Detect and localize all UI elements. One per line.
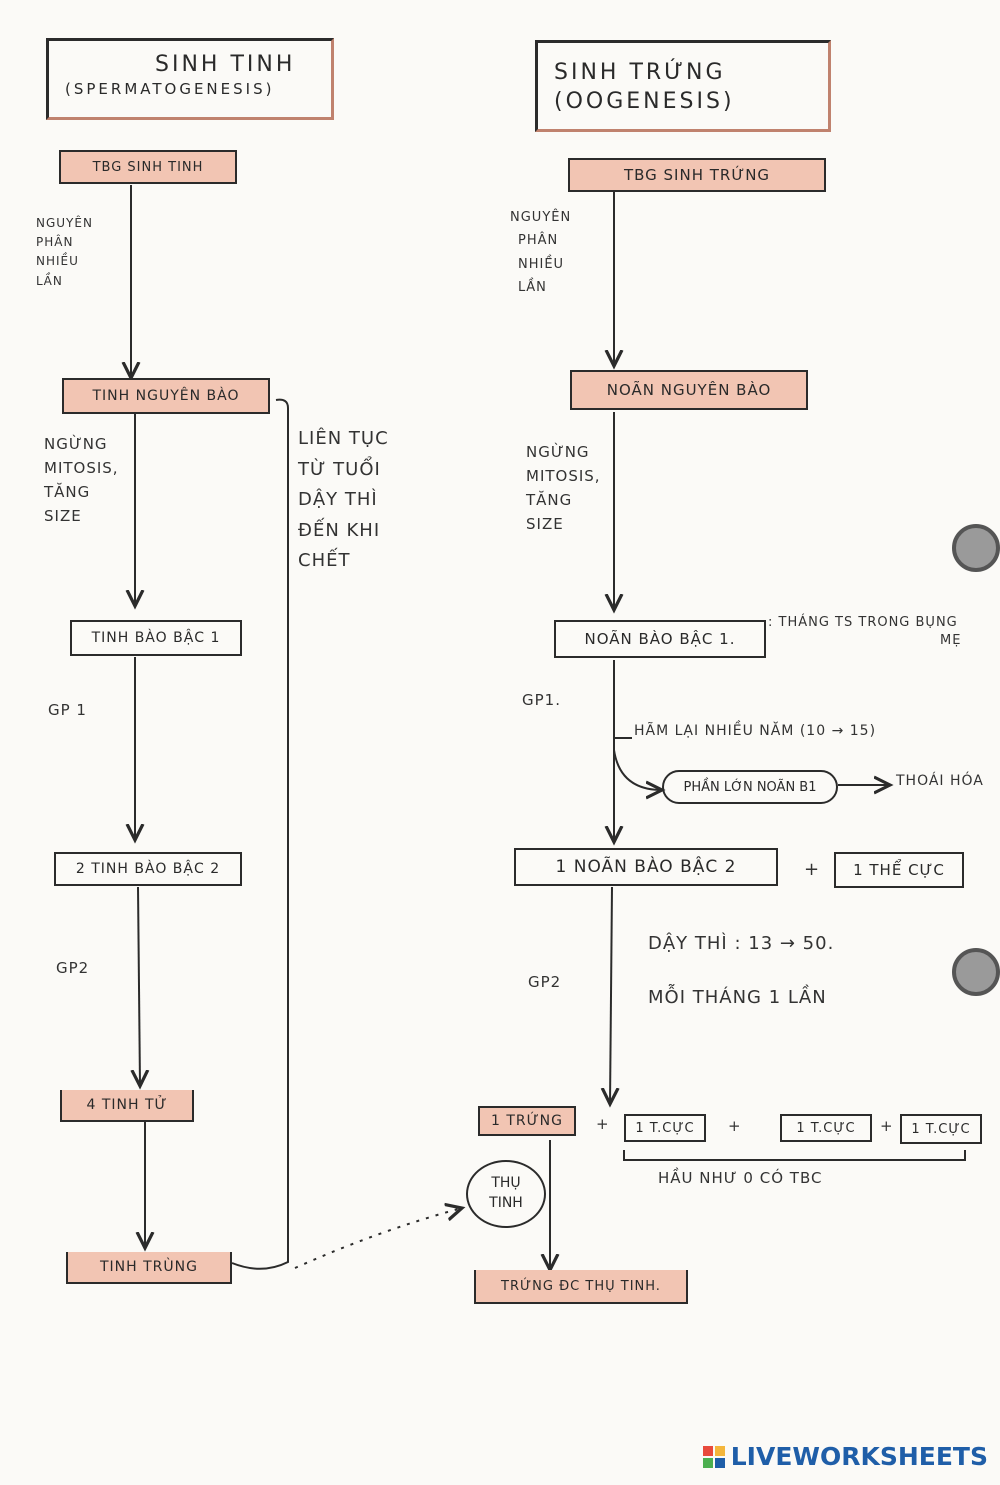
- left-title-main: SINH TINH: [155, 52, 296, 77]
- arrow-right-4: [610, 887, 612, 1104]
- right-title-sub: (OOGENESIS): [554, 88, 735, 114]
- right-polar-body-a: 1 T.CỰC: [624, 1114, 706, 1142]
- note-line: SIZE: [526, 515, 564, 533]
- left-stage-sperm: TINH TRÙNG: [66, 1252, 232, 1284]
- left-stage-secondary-spermatocyte: 2 TINH BÀO BẬC 2: [54, 852, 242, 886]
- right-degenerate-result: THOÁI HÓA: [896, 773, 984, 789]
- note-line: LIÊN TỤC: [298, 428, 389, 449]
- right-degenerate-oval: PHẦN LỚN NOÃN B1: [662, 770, 838, 804]
- right-stage-tbg: TBG SINH TRỨNG: [568, 158, 826, 192]
- note-line: MẸ: [940, 633, 962, 649]
- polar-brace: [624, 1150, 965, 1160]
- left-note-gp1: GP 1: [48, 701, 87, 719]
- note-line: SIZE: [44, 507, 82, 525]
- continuous-bracket: [232, 400, 288, 1269]
- fertilization-arrow: [295, 1208, 462, 1268]
- right-stage-zygote: TRỨNG ĐC THỤ TINH.: [474, 1270, 688, 1304]
- left-title-sub: (SPERMATOGENESIS): [65, 79, 275, 98]
- right-stage-secondary-oocyte: 1 NOÃN BÀO BẬC 2: [514, 848, 778, 886]
- right-polar-body-c: 1 T.CỰC: [900, 1114, 982, 1144]
- note-line: NHIỀU: [36, 254, 79, 269]
- note-line: MITOSIS,: [44, 459, 119, 477]
- right-polar-body-b: 1 T.CỰC: [780, 1114, 872, 1142]
- arrow-left-4: [138, 887, 140, 1086]
- liveworksheets-brand: [703, 1442, 988, 1471]
- liveworksheets-logo-icon: [703, 1446, 725, 1468]
- note-line: MITOSIS,: [526, 467, 601, 485]
- right-title-main: SINH TRỨNG: [554, 60, 726, 85]
- right-title: [535, 40, 831, 132]
- note-line: LẦN: [36, 273, 63, 288]
- left-title: [46, 38, 334, 120]
- binder-ring-bottom: [952, 948, 1000, 996]
- left-stage-spermatid: 4 TINH TỬ: [60, 1090, 194, 1122]
- left-side-note: [298, 424, 389, 577]
- left-note-gp2: GP2: [56, 959, 90, 977]
- left-stage-primary-spermatocyte: TINH BÀO BẬC 1: [70, 620, 242, 656]
- right-plus-2: +: [596, 1115, 610, 1133]
- right-note-mitosis: [510, 206, 571, 300]
- note-line: TỪ TUỔI: [298, 458, 381, 480]
- note-line: LẦN: [518, 280, 547, 296]
- right-puberty-note: DẬY THÌ : 13 → 50.: [648, 933, 835, 954]
- note-line: TĂNG: [526, 491, 573, 509]
- note-line: ĐẾN KHI: [298, 519, 381, 541]
- left-note-mitosis: [36, 214, 93, 291]
- note-line: NGỪNG: [44, 435, 108, 453]
- note-line: NGUYÊN: [36, 216, 93, 230]
- note-line: PHÂN: [518, 233, 559, 249]
- left-stage-tbg: TBG SINH TINH: [59, 150, 237, 184]
- right-plus-4: +: [880, 1117, 894, 1135]
- right-plus-3: +: [728, 1117, 742, 1135]
- note-line: NGỪNG: [526, 443, 590, 461]
- note-line: NHIỀU: [518, 256, 565, 272]
- binder-ring-top: [952, 524, 1000, 572]
- right-monthly-note: MỖI THÁNG 1 LẦN: [648, 987, 827, 1008]
- left-note-growth: [44, 432, 119, 528]
- note-line: PHÂN: [36, 235, 74, 250]
- note-line: NGUYÊN: [510, 210, 572, 225]
- right-gp2: GP2: [528, 973, 562, 991]
- note-line: DẬY THÌ: [298, 489, 378, 511]
- note-line: TĂNG: [44, 483, 91, 501]
- right-plus-1: +: [804, 859, 821, 880]
- right-stage3-note: [768, 614, 961, 650]
- note-line: : THÁNG TS TRONG BỤNG: [768, 615, 958, 630]
- right-fertilization-oval: [466, 1160, 546, 1228]
- note-line: TINH: [489, 1195, 523, 1211]
- note-line: THỤ: [491, 1175, 521, 1192]
- right-note-gp1: GP1.: [522, 691, 561, 709]
- right-polar-body-1: 1 THỂ CỰC: [834, 852, 964, 888]
- right-stage-primary-oocyte: NOÃN BÀO BẬC 1.: [554, 620, 766, 658]
- right-stage-oogonia: NOÃN NGUYÊN BÀO: [570, 370, 808, 410]
- left-stage-spermatogonia: TINH NGUYÊN BÀO: [62, 378, 270, 414]
- note-line: CHẾT: [298, 550, 351, 572]
- right-no-cytoplasm: HẦU NHƯ 0 CÓ TBC: [658, 1169, 823, 1187]
- right-note-growth: [526, 440, 601, 536]
- degenerate-arrow: [614, 750, 662, 790]
- right-pause-note: HÃM LẠI NHIỀU NĂM (10 → 15): [634, 723, 877, 739]
- brand-text: LIVEWORKSHEETS: [730, 1442, 988, 1471]
- right-stage-ovum: 1 TRỨNG: [478, 1106, 576, 1136]
